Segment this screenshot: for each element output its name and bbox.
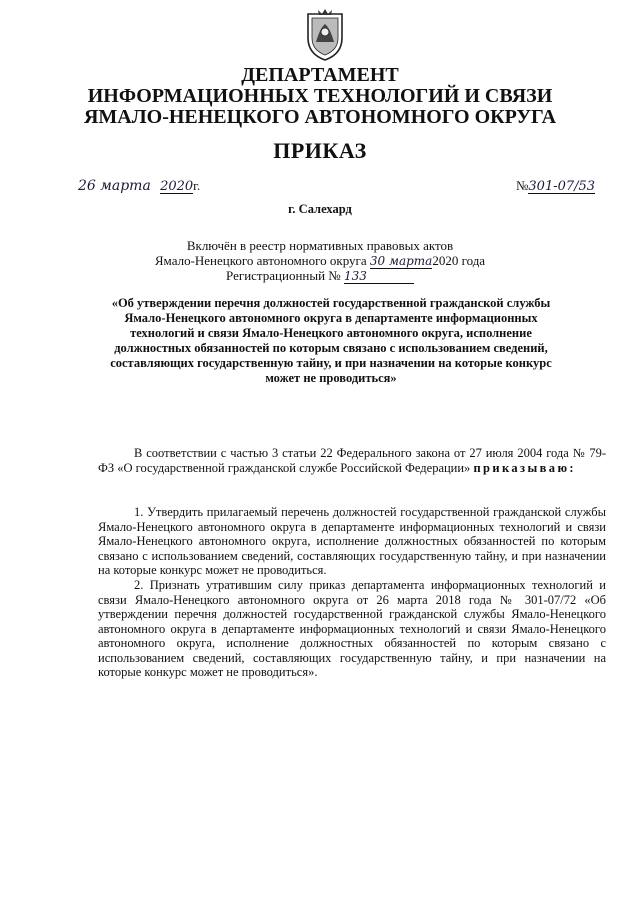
registry-line1: Включён в реестр нормативных правовых актов bbox=[186, 238, 454, 253]
number-handwritten: 301-07/53 bbox=[528, 179, 596, 194]
city: г. Салехард bbox=[288, 202, 352, 216]
department-name-line1: ДЕПАРТАМЕНТ bbox=[241, 64, 399, 86]
coat-of-arms-emblem-icon bbox=[302, 8, 348, 62]
order-date bbox=[78, 178, 200, 194]
preamble-paragraph bbox=[98, 446, 606, 475]
order-subject: «Об утверждении перечня должностей государственной гражданской службы Ямало-Ненецкого автономного округа в департаменте информационных технологий и связи Ямало-Ненецкого автономного округа, исполнение должностных обязанностей по которым связано с использованием сведений, составляющих государственную тайну, и при назначении на которые конкурс может не проводиться» bbox=[110, 296, 552, 385]
registry-line3: Регистрационный № 133 bbox=[0, 268, 640, 284]
order-item-2: 2. Признать утратившим силу приказ департамента информационных технологий и связи Ямало-Ненецкого автономного округа от 26 марта 2018 года № 301-07/72 «Об утверждении перечня должностей государственной гражданской службы Ямало-Ненецкого автономного округа в департаменте информационных технологий и связи Ямало-Ненецкого автономного округа, исполнение должностных обязанностей по которым связано с использованием сведений, составляющих государственную тайну, и при назначении на которые конкурс может не проводиться». bbox=[98, 578, 606, 679]
registry-date-handwritten: 30 марта bbox=[369, 254, 433, 268]
registration-number-handwritten: 133 bbox=[344, 270, 414, 284]
date-handwritten: 26 марта bbox=[78, 178, 151, 194]
preamble-text: В соответствии с частью 3 статьи 22 Федерального закона от 27 июля 2004 года № 79-ФЗ «О государственной гражданской службе Российской Федерации» bbox=[98, 446, 606, 475]
department-name-line2: ИНФОРМАЦИОННЫХ ТЕХНОЛОГИЙ И СВЯЗИ bbox=[87, 85, 553, 107]
year-handwritten: 2020 bbox=[160, 179, 194, 194]
registry-line2: Ямало-Ненецкого автономного округа 30 марта2020 года bbox=[154, 253, 486, 268]
order-number bbox=[516, 178, 595, 194]
order-item-1: 1. Утвердить прилагаемый перечень должностей государственной гражданской службы Ямало-Ненецкого автономного округа в департаменте информационных технологий и связи Ямало-Ненецкого автономного округа, исполнение должностных обязанностей по которым связано с использованием сведений, составляющих государственную тайну, и при назначении на которые конкурс может не проводиться. bbox=[98, 505, 606, 577]
department-name-line3: ЯМАЛО-НЕНЕЦКОГО АВТОНОМНОГО ОКРУГА bbox=[83, 106, 557, 128]
year-suffix: г. bbox=[193, 178, 201, 193]
number-prefix: № bbox=[516, 178, 529, 193]
order-word: приказываю: bbox=[473, 460, 576, 475]
document-type-title: ПРИКАЗ bbox=[273, 138, 367, 163]
